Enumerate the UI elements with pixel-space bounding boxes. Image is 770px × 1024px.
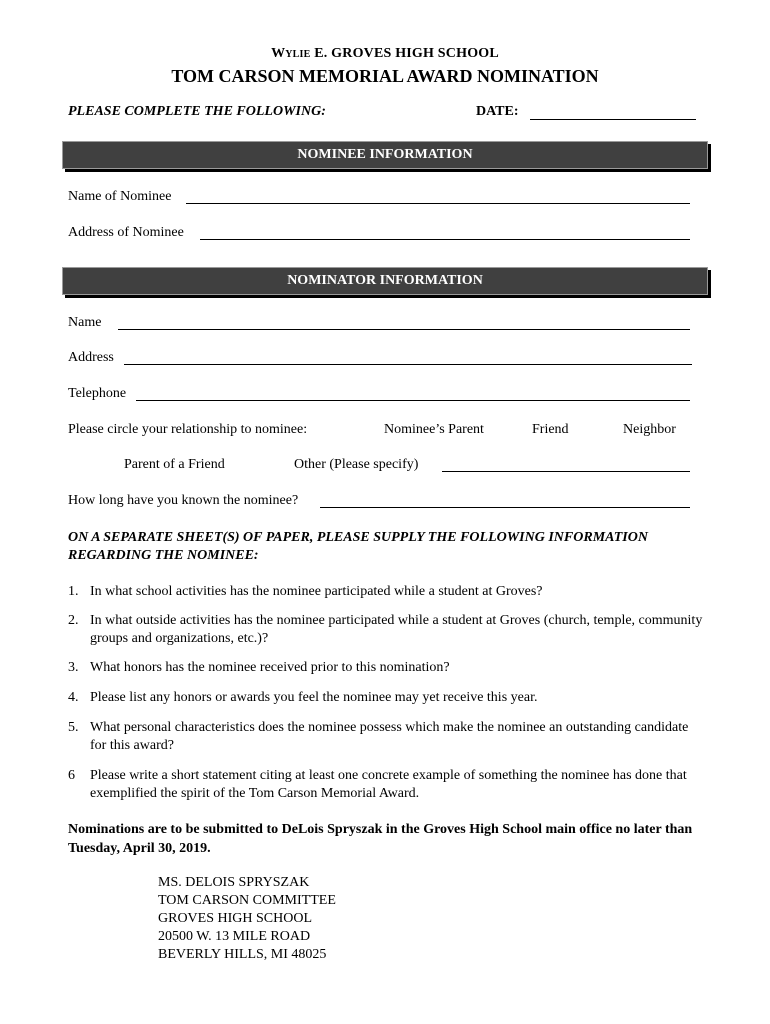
relationship-prompt: Please circle your relationship to nominee: bbox=[68, 422, 308, 437]
question-item bbox=[68, 583, 708, 601]
nominee-name-label: Name of Nominee bbox=[68, 189, 172, 204]
question-text: Please list any honors or awards you feel the nominee may yet receive this year. bbox=[90, 690, 538, 705]
question-number: 5. bbox=[68, 720, 79, 735]
address-line: MS. DELOIS SPRYSZAK bbox=[158, 875, 310, 890]
nominator-address-label: Address bbox=[68, 350, 114, 365]
instructions: PLEASE COMPLETE THE FOLLOWING: bbox=[68, 104, 326, 119]
address-line: BEVERLY HILLS, MI 48025 bbox=[158, 947, 327, 962]
question-item bbox=[68, 719, 708, 755]
nominator-name-field[interactable] bbox=[118, 329, 690, 330]
option-other[interactable]: Other (Please specify) bbox=[294, 457, 419, 472]
nominator-address-field[interactable] bbox=[124, 364, 692, 365]
nominator-name-label: Name bbox=[68, 315, 102, 330]
nominator-section-header: NOMINATOR INFORMATION bbox=[62, 267, 708, 295]
mailing-address bbox=[158, 874, 336, 964]
question-item bbox=[68, 689, 708, 707]
option-friend[interactable]: Friend bbox=[532, 422, 569, 437]
question-number: 1. bbox=[68, 584, 79, 599]
nominee-name-field[interactable] bbox=[186, 203, 690, 204]
question-number: 6 bbox=[68, 768, 75, 783]
address-line: 20500 W. 13 MILE ROAD bbox=[158, 929, 311, 944]
date-field[interactable] bbox=[530, 119, 696, 120]
question-number: 2. bbox=[68, 613, 79, 628]
address-line: TOM CARSON COMMITTEE bbox=[158, 893, 336, 908]
separate-sheet-heading: ON A SEPARATE SHEET(S) OF PAPER, PLEASE SUPPLY THE FOLLOWING INFORMATION REGARDING THE NOMINEE: bbox=[68, 530, 648, 563]
page-title: TOM CARSON MEMORIAL AWARD NOMINATION bbox=[171, 66, 599, 86]
question-item bbox=[68, 767, 708, 803]
date-label: DATE: bbox=[476, 104, 519, 119]
question-text: What honors has the nominee received prior to this nomination? bbox=[90, 660, 450, 675]
known-duration-label: How long have you known the nominee? bbox=[68, 493, 299, 508]
question-text: In what school activities has the nominee participated while a student at Groves? bbox=[90, 584, 543, 599]
question-text: What personal characteristics does the nominee possess which make the nominee an outstanding candidate for this award? bbox=[90, 720, 689, 753]
nominee-address-label: Address of Nominee bbox=[68, 225, 184, 240]
submission-note: Nominations are to be submitted to DeLois Spryszak in the Groves High School main office no later than Tuesday, April 30, 2019. bbox=[68, 822, 693, 856]
question-number: 4. bbox=[68, 690, 79, 705]
nominator-telephone-field[interactable] bbox=[136, 400, 690, 401]
school-name: WYLIE E. GROVES HIGH SCHOOL bbox=[271, 46, 499, 61]
option-parent-of-friend[interactable]: Parent of a Friend bbox=[124, 457, 225, 472]
question-item bbox=[68, 659, 708, 677]
address-line: GROVES HIGH SCHOOL bbox=[158, 911, 313, 926]
question-text: Please write a short statement citing at least one concrete example of something the nominee has done that exemplified the spirit of the Tom Carson Memorial Award. bbox=[90, 768, 687, 801]
nominee-address-field[interactable] bbox=[200, 239, 690, 240]
question-item bbox=[68, 612, 708, 648]
option-neighbor[interactable]: Neighbor bbox=[623, 422, 676, 437]
question-number: 3. bbox=[68, 660, 79, 675]
question-text: In what outside activities has the nominee participated while a student at Groves (church, temple, community groups and organizations, etc.)? bbox=[90, 613, 703, 646]
nominator-telephone-label: Telephone bbox=[68, 386, 127, 401]
other-specify-field[interactable] bbox=[442, 471, 690, 472]
nominee-section-header: NOMINEE INFORMATION bbox=[62, 141, 708, 169]
option-nominees-parent[interactable]: Nominee’s Parent bbox=[384, 422, 484, 437]
known-duration-field[interactable] bbox=[320, 507, 690, 508]
